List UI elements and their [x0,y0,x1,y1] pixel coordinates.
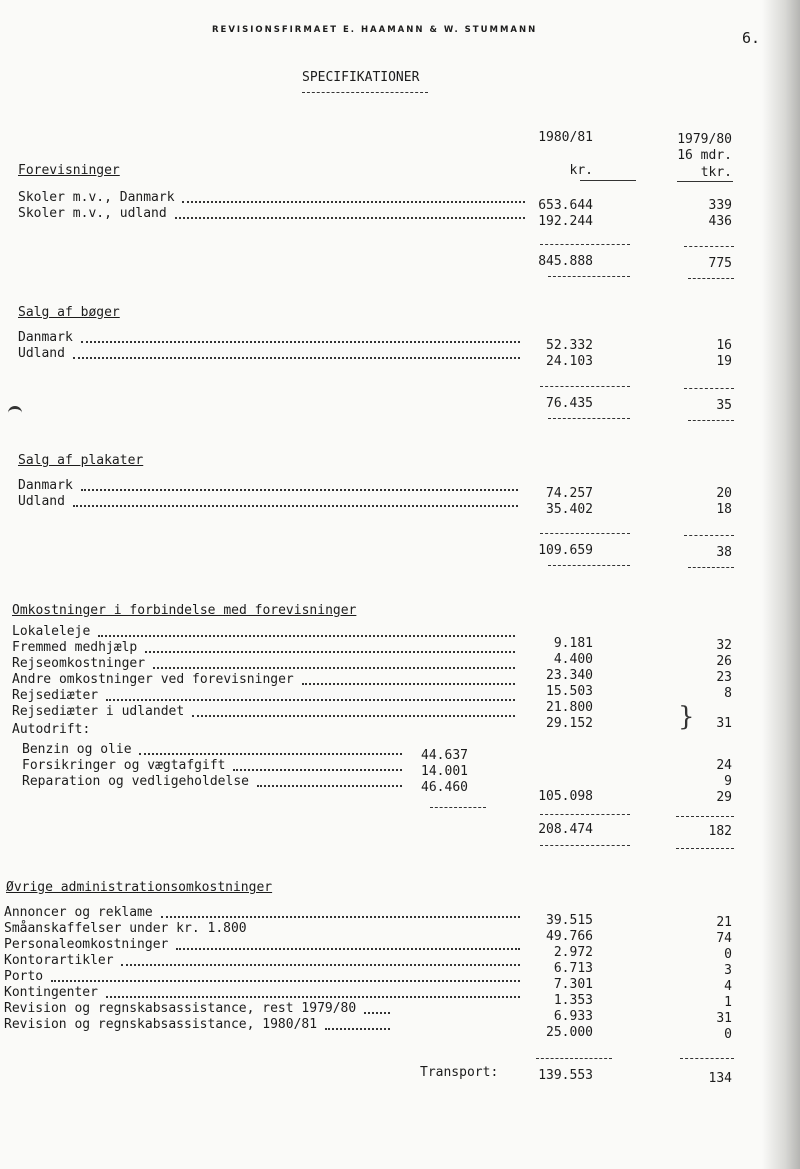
dashed-rule [540,533,630,534]
row-value-1979-80: 26 [716,654,732,669]
row-value-1980-81: 24.103 [546,354,593,369]
dashed-rule [688,567,734,568]
leader-dots [121,964,520,966]
leader-dots [106,996,520,998]
transport-1980-81: 139.553 [538,1068,593,1083]
section-heading: Omkostninger i forbindelse med forevisninger [12,603,357,618]
row-value-1979-80: 3 [724,963,732,978]
leader-dots [233,769,402,771]
row-value-1979-80: 32 [716,638,732,653]
leader-dots [73,505,518,507]
leader-dots [175,217,525,219]
dashed-rule [548,565,630,566]
row-value-1979-80: 31 [716,716,732,731]
dashed-rule [680,1058,734,1059]
col1-year: 1980/81 [538,130,593,145]
row-label: Småanskaffelser under kr. 1.800 [4,921,247,936]
leader-dots [176,948,520,950]
transport-1979-80: 134 [708,1071,732,1086]
leader-dots [81,341,520,343]
dashed-rule [540,845,630,846]
row-label: Rejseomkostninger [12,656,146,671]
row-value-1979-80: 20 [716,486,732,501]
leader-dots [106,699,515,701]
row-value-1979-80: 31 [716,1011,732,1026]
row-value-1980-81: 7.301 [553,977,593,992]
brace-mark: } [678,702,695,732]
dashed-rule [540,386,630,387]
row-value-1979-80: 436 [708,214,732,229]
leader-dots [182,201,525,203]
leader-dots [51,980,520,982]
row-value-1980-81: 192.244 [538,214,593,229]
section-heading: Salg af plakater [18,453,144,468]
row-value-1979-80: 9 [724,774,732,789]
autodrift-subvalue: 14.001 [421,764,468,779]
dashed-rule [688,278,734,279]
row-value-1980-81: 23.340 [546,668,593,683]
punch-hole-mark [8,406,22,417]
leader-dots [139,753,402,755]
row-value-1979-80: 18 [716,502,732,517]
row-value-1979-80: 339 [708,198,732,213]
row-label: Lokaleleje [12,624,91,639]
dashed-rule [676,848,734,849]
dashed-rule [684,388,734,389]
row-value-1979-80: 21 [716,915,732,930]
row-label: Fremmed medhjælp [12,640,138,655]
row-value-1979-80: 24 [716,758,732,773]
row-label: Personaleomkostninger [4,937,169,952]
section-heading: Salg af bøger [18,305,120,320]
col2-sub: 16 mdr. [677,148,732,163]
leader-dots [98,635,515,637]
autodrift-label-row: Reparation og vedligeholdelse [22,774,249,789]
leader-dots [81,489,518,491]
autodrift-total-1980-81: 105.098 [538,789,593,804]
leader-dots [364,1012,390,1014]
autodrift-label-row: Benzin og olie [22,742,132,757]
col1-header-rule [580,180,636,181]
row-value-1980-81: 74.257 [546,486,593,501]
row-value-1980-81: 653.644 [538,198,593,213]
row-value-1980-81: 52.332 [546,338,593,353]
row-value-1979-80: 0 [724,1027,732,1042]
row-value-1979-80: 16 [716,338,732,353]
row-value-1980-81: 9.181 [553,636,593,651]
row-label: Andre omkostninger ved forevisninger [12,672,294,687]
row-label: Kontingenter [4,985,98,1000]
row-value-1979-80: 8 [724,686,732,701]
row-value-1980-81: 4.400 [553,652,593,667]
row-value-1979-80: 19 [716,354,732,369]
section-total-1980-81: 76.435 [546,396,593,411]
dashed-rule [540,244,630,245]
dashed-rule [688,420,734,421]
section-total-1980-81: 845.888 [538,254,593,269]
leader-dots [161,916,520,918]
row-value-1980-81: 49.766 [546,929,593,944]
col2-unit: tkr. [700,165,732,180]
row-value-1980-81: 15.503 [546,684,593,699]
title-underline [302,92,428,93]
dashed-rule [548,276,630,277]
dashed-rule [676,816,734,817]
row-label: Skoler m.v., Danmark [18,190,175,205]
row-value-1979-80: 1 [724,995,732,1010]
row-value-1979-80: 0 [724,947,732,962]
row-value-1980-81: 6.933 [553,1009,593,1024]
row-label: Revision og regnskabsassistance, rest 1979/80 [4,1001,357,1016]
page-title: SPECIFIKATIONER [302,70,420,85]
row-label: Danmark [18,478,73,493]
autodrift-subvalue: 44.637 [421,748,468,763]
row-value-1980-81: 2.972 [553,945,593,960]
leader-dots [325,1028,390,1030]
row-value-1980-81: 29.152 [546,716,593,731]
row-label: Udland [18,494,65,509]
section-total-1979-80: 35 [716,398,732,413]
section-heading: Forevisninger [18,163,120,178]
leader-dots [73,357,520,359]
section-heading: Øvrige administrationsomkostninger [6,880,273,895]
autodrift-label: Autodrift: [12,722,91,737]
row-label: Danmark [18,330,73,345]
row-label: Annoncer og reklame [4,905,153,920]
section-total-1979-80: 38 [716,545,732,560]
page-number: 6. [742,29,761,47]
row-label: Rejsediæter [12,688,99,703]
row-label: Rejsediæter i udlandet [12,704,185,719]
section-total-1980-81: 208.474 [538,822,593,837]
row-label: Skoler m.v., udland [18,206,167,221]
row-value-1980-81: 1.353 [553,993,593,1008]
row-value-1979-80: 4 [724,979,732,994]
row-value-1979-80: 23 [716,670,732,685]
autodrift-label-row: Forsikringer og vægtafgift [22,758,226,773]
dashed-rule [540,814,630,815]
section-total-1980-81: 109.659 [538,543,593,558]
row-value-1980-81: 39.515 [546,913,593,928]
row-value-1980-81: 21.800 [546,700,593,715]
row-value-1980-81: 35.402 [546,502,593,517]
autodrift-subvalue: 46.460 [421,780,468,795]
col2-year: 1979/80 [677,132,732,147]
dashed-rule [548,418,630,419]
row-label: Revision og regnskabsassistance, 1980/81 [4,1017,318,1032]
leader-dots [153,667,515,669]
dashed-rule [684,246,734,247]
col2-header-rule [677,181,733,182]
row-value-1979-80: 29 [716,790,732,805]
section-total-1979-80: 775 [708,256,732,271]
leader-dots [192,715,515,717]
page-edge-shadow [762,0,800,1169]
row-label: Udland [18,346,65,361]
dashed-rule [684,535,734,536]
leader-dots [145,651,515,653]
dashed-rule [430,807,486,808]
transport-label: Transport: [420,1065,499,1080]
leader-dots [257,785,402,787]
row-value-1980-81: 25.000 [546,1025,593,1040]
dashed-rule [536,1058,612,1059]
leader-dots [302,683,515,685]
col1-unit: kr. [569,163,593,178]
row-value-1980-81: 6.713 [553,961,593,976]
row-label: Kontorartikler [4,953,114,968]
section-total-1979-80: 182 [708,824,732,839]
row-value-1979-80: 74 [716,931,732,946]
firm-header: REVISIONSFIRMAET E. HAAMANN & W. STUMMANN [212,25,538,35]
row-label: Porto [4,969,44,984]
